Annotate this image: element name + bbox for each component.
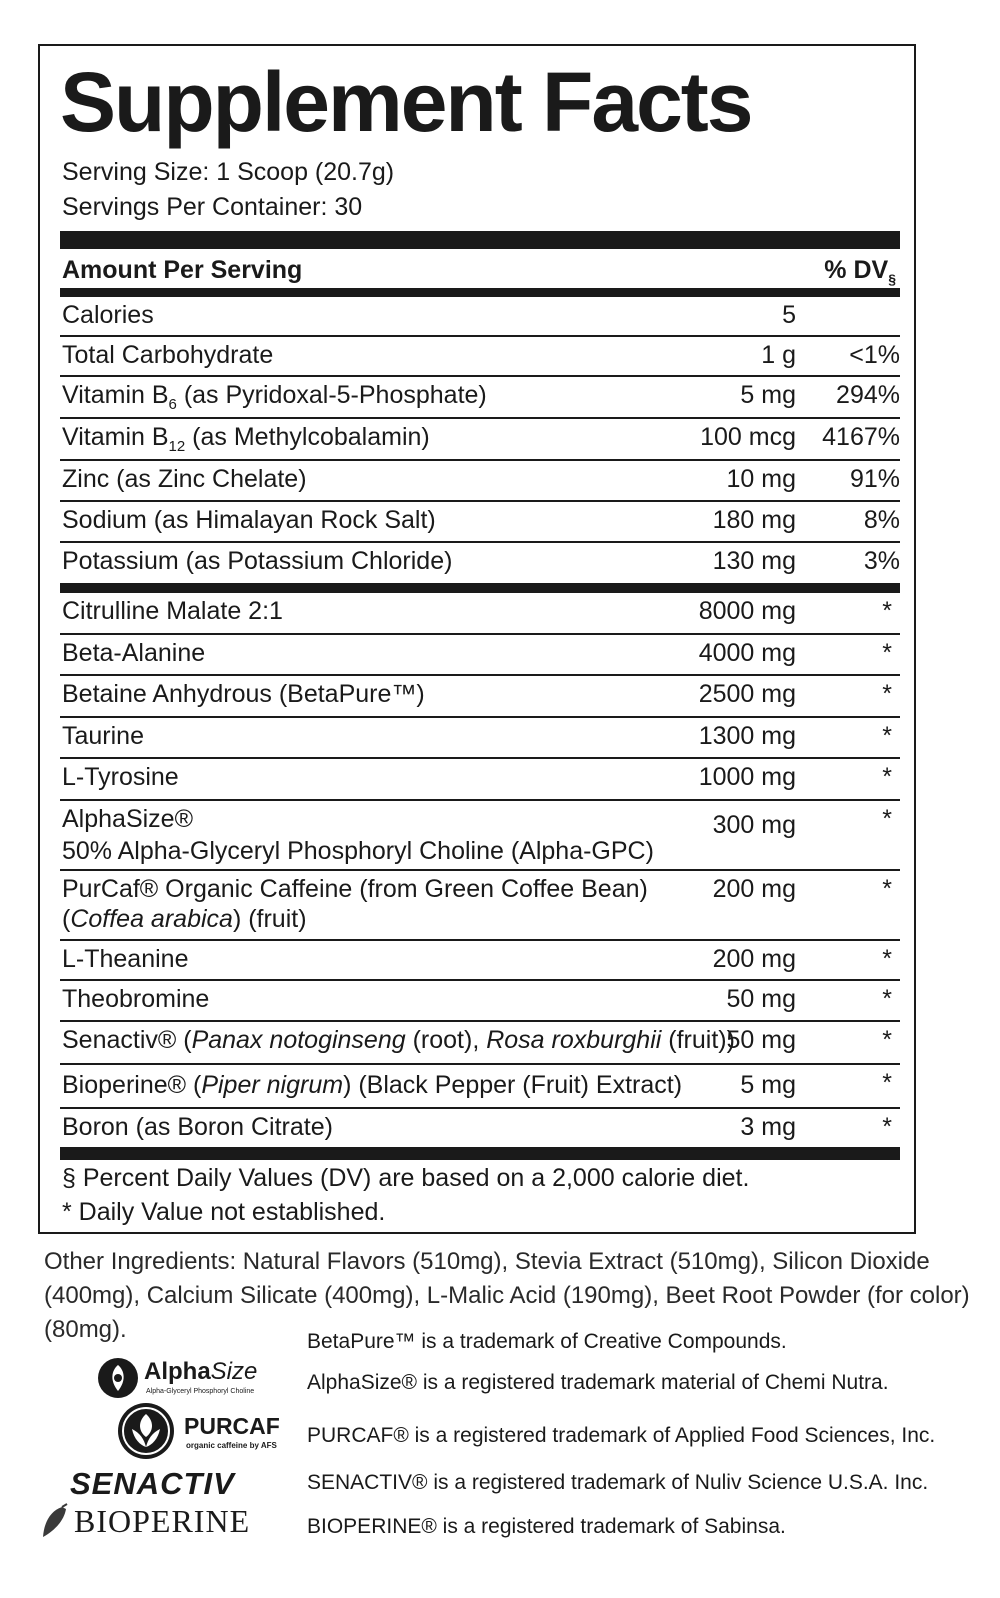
- nutrient-row: [60, 297, 900, 337]
- purcaf-logo: PURCAF organic caffeine by AFS: [116, 1401, 286, 1463]
- ingredient-row: [60, 941, 900, 981]
- nutrient-dv: 91%: [849, 465, 900, 493]
- nutrient-amount: 130 mg: [712, 547, 796, 575]
- ingredient-amount: 2500 mg: [698, 680, 796, 708]
- ingredient-dv: *: [882, 985, 892, 1013]
- ingredient-dv: *: [882, 945, 892, 973]
- ingredient-amount: 200 mg: [712, 875, 796, 903]
- ingredient-name: Betaine Anhydrous (BetaPure™): [62, 680, 425, 708]
- ingredient-row: [60, 593, 900, 635]
- ingredient-dv: *: [882, 639, 892, 667]
- serving-size: Serving Size: 1 Scoop (20.7g): [62, 158, 395, 186]
- alphasize-emblem-icon: [96, 1356, 140, 1400]
- ingredient-row: [60, 718, 900, 759]
- ingredient-description: (Coffea arabica) (fruit): [62, 905, 307, 933]
- pepper-icon: [40, 1503, 70, 1541]
- ingredient-amount: 50 mg: [726, 1026, 796, 1054]
- ingredient-amount: 1300 mg: [698, 722, 796, 750]
- ingredient-amount: 3 mg: [740, 1113, 796, 1141]
- ingredient-row: [60, 801, 900, 871]
- ingredient-row: [60, 676, 900, 718]
- thick-divider: [60, 1147, 900, 1160]
- nutrient-row: [60, 377, 900, 419]
- ingredient-dv: *: [882, 722, 892, 750]
- ingredient-name: PurCaf® Organic Caffeine (from Green Coffee Bean): [62, 875, 648, 903]
- ingredient-amount: 5 mg: [740, 1071, 796, 1099]
- ingredient-amount: 1000 mg: [698, 763, 796, 791]
- ingredient-name: Senactiv® (Panax notoginseng (root), Rosa roxburghii (fruit)): [62, 1026, 735, 1054]
- ingredient-name: Beta-Alanine: [62, 639, 206, 667]
- ingredient-dv: *: [882, 680, 892, 708]
- ingredient-name: L-Theanine: [62, 945, 189, 973]
- other-ingredients: Other Ingredients: Natural Flavors (510mg), Stevia Extract (510mg), Silicon Dioxide (400mg), Calcium Silicate (400mg), L-Malic Acid (190mg), Beet Root Powder (for color) (80mg).: [44, 1248, 970, 1343]
- nutrient-row: [60, 543, 900, 583]
- supplement-facts-panel: [38, 44, 916, 1234]
- trademark-senactiv: SENACTIV® is a registered trademark of Nuliv Science U.S.A. Inc.: [307, 1471, 929, 1494]
- ingredient-amount: 200 mg: [712, 945, 796, 973]
- nutrient-name: Total Carbohydrate: [62, 341, 274, 369]
- ingredient-dv: *: [882, 805, 892, 833]
- bioperine-logo: BIOPERINE: [40, 1503, 290, 1543]
- ingredient-row: [60, 871, 900, 941]
- ingredient-row: [60, 635, 900, 676]
- nutrient-name: Calories: [62, 301, 154, 329]
- nutrient-row: [60, 502, 900, 543]
- nutrient-row: [60, 337, 900, 377]
- ingredient-dv: *: [882, 1026, 892, 1054]
- ingredient-amount: 4000 mg: [698, 639, 796, 667]
- nutrient-row: [60, 419, 900, 461]
- ingredient-row: [60, 1022, 900, 1065]
- ingredient-amount: 300 mg: [712, 811, 796, 839]
- nutrient-amount: 100 mcg: [700, 423, 796, 451]
- dv-footnote: § Percent Daily Values (DV) are based on a 2,000 calorie diet.: [62, 1164, 750, 1192]
- medium-divider: [60, 288, 900, 297]
- trademark-bioperine: BIOPERINE® is a registered trademark of Sabinsa.: [307, 1515, 786, 1538]
- nutrient-dv: 8%: [863, 506, 900, 534]
- senactiv-logo: SENACTIV: [70, 1466, 235, 1501]
- dv-header: % $DV_\S$: [824, 256, 896, 287]
- ingredient-row: [60, 1109, 900, 1147]
- thick-divider: [60, 231, 900, 249]
- nutrient-dv: 3%: [863, 547, 900, 575]
- ingredient-row: [60, 759, 900, 801]
- ingredient-row: [60, 1065, 900, 1109]
- ingredient-name: Theobromine: [62, 985, 210, 1013]
- nutrient-amount: 1 g: [761, 341, 796, 369]
- ingredient-name: AlphaSize®: [62, 805, 193, 833]
- ingredient-row: [60, 981, 900, 1022]
- trademark-alphasize: AlphaSize® is a registered trademark material of Chemi Nutra.: [307, 1371, 889, 1394]
- ingredient-name: Citrulline Malate 2:1: [62, 597, 283, 625]
- nutrient-dv: <1%: [849, 341, 900, 369]
- ingredient-name: Taurine: [62, 722, 144, 750]
- panel-title: Supplement Facts: [60, 55, 752, 149]
- nutrient-dv: 4167%: [822, 423, 900, 451]
- ingredient-name: Boron (as Boron Citrate): [62, 1113, 333, 1141]
- amount-per-serving-header: Amount Per Serving: [62, 256, 303, 284]
- medium-divider: [60, 583, 900, 593]
- nutrient-name: Potassium (as Potassium Chloride): [62, 547, 453, 575]
- nutrient-row: [60, 461, 900, 502]
- nutrient-amount: 5: [782, 301, 796, 329]
- asterisk-footnote: * Daily Value not established.: [62, 1198, 386, 1226]
- servings-per-container: Servings Per Container: 30: [62, 193, 363, 221]
- nutrient-amount: 5 mg: [740, 381, 796, 409]
- ingredient-amount: 50 mg: [726, 985, 796, 1013]
- nutrient-amount: 180 mg: [712, 506, 796, 534]
- ingredient-dv: *: [882, 763, 892, 791]
- ingredient-name: Bioperine® (Piper nigrum) (Black Pepper (Fruit) Extract): [62, 1071, 683, 1099]
- ingredient-name: L-Tyrosine: [62, 763, 179, 791]
- ingredient-dv: *: [882, 1113, 892, 1141]
- nutrient-amount: 10 mg: [726, 465, 796, 493]
- trademark-purcaf: PURCAF® is a registered trademark of Applied Food Sciences, Inc.: [307, 1424, 936, 1447]
- ingredient-description: 50% Alpha-Glyceryl Phosphoryl Choline (Alpha-GPC): [62, 837, 654, 865]
- nutrient-name: Vitamin $B_{12}$ (as Methylcobalamin): [62, 423, 430, 455]
- ingredient-dv: *: [882, 1069, 892, 1097]
- ingredient-dv: *: [882, 875, 892, 903]
- nutrient-name: Zinc (as Zinc Chelate): [62, 465, 307, 493]
- trademark-betapure: BetaPure™ is a trademark of Creative Compounds.: [307, 1330, 787, 1353]
- ingredient-dv: *: [882, 597, 892, 625]
- alphasize-logo: AlphaSize Alpha-Glyceryl Phosphoryl Choline: [96, 1356, 286, 1400]
- nutrient-name: Vitamin $B_6$ (as Pyridoxal-5-Phosphate): [62, 381, 487, 413]
- purcaf-leaf-icon: [116, 1401, 176, 1461]
- ingredient-amount: 8000 mg: [698, 597, 796, 625]
- nutrient-dv: 294%: [836, 381, 900, 409]
- nutrient-name: Sodium (as Himalayan Rock Salt): [62, 506, 436, 534]
